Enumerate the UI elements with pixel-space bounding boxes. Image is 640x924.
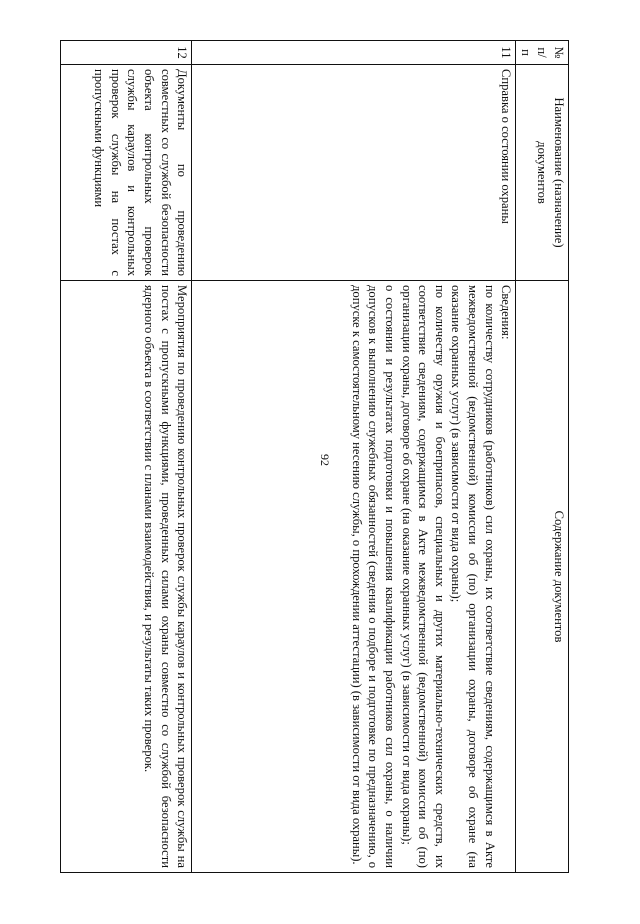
row-content: [61, 281, 192, 873]
header-num: № п/п: [516, 41, 569, 65]
page-number: 92: [318, 454, 332, 466]
header-name: Наименование (назначение) документов: [516, 65, 569, 281]
row-content: [192, 281, 516, 873]
row-name: Документы по проведению совместных со службой безопасности объекта контрольных проверок службы караулов и контрольных проверок службы на постах с пропускными функциями: [61, 65, 192, 281]
row-name: Справка о состоянии охраны: [192, 65, 516, 281]
table-row: [192, 41, 516, 873]
content-paragraph: по количеству сотрудников (работников) сил охраны, их соответствие сведениям, содержащимся в Акте межведомственной (ведомственной) комиссии об (по) организации охраны, договоре об охране (на оказание охранных услуг) (в зависимости от вида охраны);: [449, 285, 497, 868]
content-paragraph: Мероприятия по проведению контрольных проверок службы караулов и контрольных проверок службы на постах с пропускными функциями, проведенных силами охраны совместно со службой безопасности ядерного объекта в соответствии с планами взаимодействия, и результаты таких проверок.: [142, 285, 190, 868]
rotated-table-wrapper: [81, 40, 569, 872]
content-paragraph: о состоянии и результатах подготовки и повышения квалификации работников сил охраны, о наличии допусков к выполнению служебных обязанностей (сведения о подборе и подготовке по предназначению, о допуске к самостоятельному несению службы, о прохождении аттестации) (в зависимости от вида охраны).: [349, 285, 398, 868]
content-paragraph: по количеству оружия и боеприпасов, специальных и других материально-технических средств, их соответствие сведениям, содержащимся в Акте межведомственной (ведомственной) комиссии об (по) организации охраны, договоре об охране (на оказание охранных услуг) (в зависимости от вида охраны);: [399, 285, 447, 868]
row-num: 11: [192, 41, 516, 65]
documents-table: [60, 40, 569, 873]
content-paragraph: Сведения:: [499, 285, 514, 340]
row-num: 12: [61, 41, 192, 65]
table-header-row: [516, 41, 569, 873]
table-row: [61, 41, 192, 873]
header-content: Содержание документов: [516, 281, 569, 873]
